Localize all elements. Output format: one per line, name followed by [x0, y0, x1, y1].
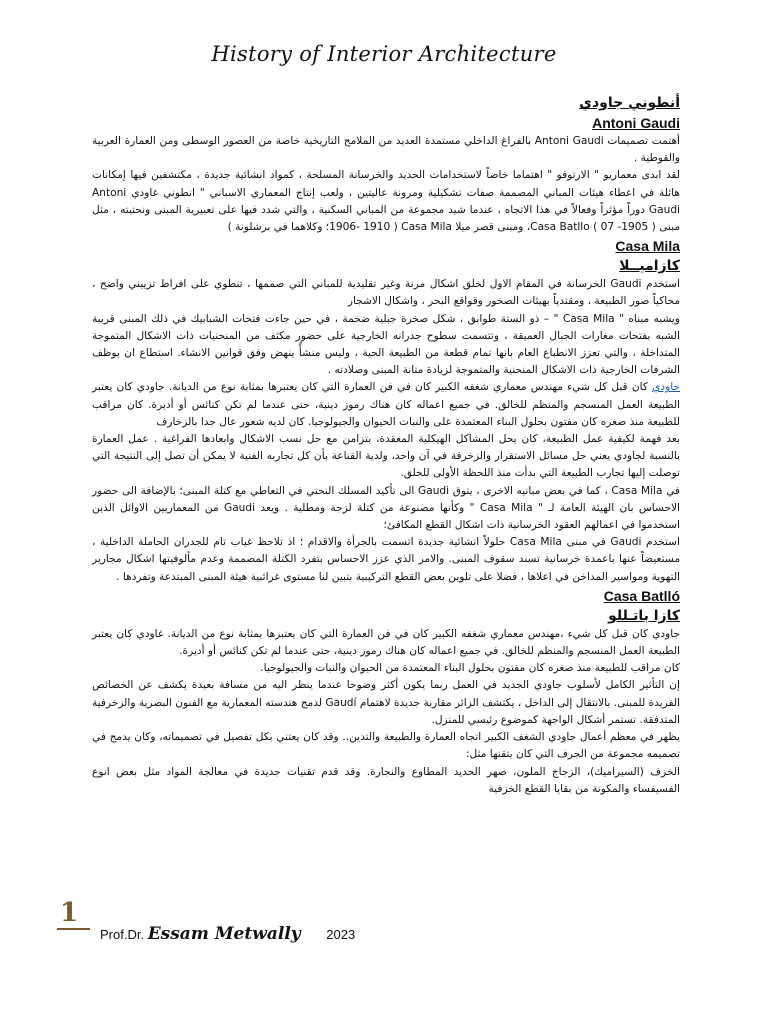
paragraph: كان مراقب للطبيعة منذ صغره كان مفتون بحلول البناء المعتمدة من الحيوان والنبات والجيولوجيا.	[260, 662, 680, 675]
heading-casa-mila-en: Casa Mila	[615, 238, 680, 255]
page-number: 1	[60, 898, 79, 928]
paragraph	[92, 379, 680, 431]
heading-casa-batllo-en: Casa Batlló	[603, 587, 680, 604]
heading-gaudi-ar: أنطوني جاودي	[579, 95, 680, 111]
paragraph: الخزف (السيراميك)، الزجاج الملون، صهر الحديد المطاوع والنجارة. وقد قدم تقنيات جديدة في معالجة المواد مثل بعض انوع الفسيفساء والمكونة من بقايا القطع الخزفية	[92, 765, 680, 795]
paragraph: استخدم Gaudi في مبنى Casa Mila حلولاً انشائية جديدة اتسمت بالجرأة والاقدام ؛ اذ تلاحظ غياب تام للجدران الحاملة الداخلية ، مستعيضاً عنها باعمدة خرسانية تسند سقوف المبنى. والامر الذي عزز الاحساس بتفرد الكتلة المصممة وعدم مألوفيتها اشكال مجارير التهوية ومواسير المداخن في اعلاها ، فضلا على تلوين بعض القطع التركيبية بتبين لنا مستوى غرائبية هيئة المبنى المبتدعة وتفردها .	[92, 536, 681, 583]
paragraph: أهتمت تصميمات Antoni Gaudi بالفراغ الداخلي مستمدة العديد من الملامح التاريخية خاصة من العصور الوسطى ومن العمارة العربية والقوطية .	[92, 135, 680, 165]
heading-casa-mila-ar: كازاميــلا	[619, 258, 680, 275]
heading-gaudi-en: Antoni Gaudi	[592, 115, 680, 131]
paragraph: ويشبه مبناه " Casa Mila " – ذو الستة طوابق ، شكل صخرة جبلية ضخمة ، في حين جاءت فتحات الشبابيك في ذلك المبنى قريبة الشبه بفتحات مغارات الجبال العميقة ، وتتسمت سطوح جدرانه الخارجية على حضور مكثف من المنحنيات ذات الاشكال المتموجة المتداخلة ، والتي تعزز الانطباع العام بانها تمام قطعة من الطبيعة الحية ، وليس منشأً ينهض وفق قوانين الانشاء. استطاع ان يوظف الشرفات الخارجية ذات الاشكال المنحنية والمتموجة لزيادة متانة المبنى وصلادته .	[92, 312, 680, 377]
gaudi-link[interactable]: جاودي	[652, 381, 680, 394]
paragraph: يظهر في معظم أعمال جاودي الشغف الكبير اتجاه العمارة والطبيعة والتدين.. وقد كان يعتني بكل تفصيل في تصميماته، وكان يدمج في تصميمه مجموعة من الجرف التي كان يتقنها مثل:	[92, 731, 680, 761]
paragraph: جاودي كان قبل كل شيء ،مهندس معماري شغفه الكبير كان في فن العمارة التي كان يعتبرها بمثابة نوع من الديانة. غاودي كان يعتبر الطبيعة العمل المنسجم والمنظم للخالق. في جميع اعماله كان هناك رموز دينية، حتى عندما لم تكن كنائس أو أديرة.	[92, 627, 680, 658]
paragraph: بعد فهمة لكيفية عمل الطبيعة، كان يحل المشاكل الهيكلية المعقدة، بتزامن مع حل نسب الاشكال وابعادها الفراغية . عمل العمارة بالنسبة لجاودي يعني حل مسائل الاستقرار والزخرفة في آن واحد، ولدية القناعة بأن كل تجاربه الفنية لا يمكن أن تصل إلى النتيجة التي توصلت إليها تجارب الطبيعة التي بدأت منذ اللحظة الأولى للخلق.	[92, 433, 680, 480]
paragraph: استخدم Gaudi الخرسانة في المقام الاول لخلق اشكال مرنة وغير تقليدية للمباني التي صممها ، تنطوي على افراط تزييني واضح ، محاكياً صور الطبيعة ، ومقتدياً بهيئات الصخور وقواقع البحر ، واشكال الاشجار	[92, 278, 680, 308]
paragraph: لقد ابدى معماريو " الارتوفو " اهتماما خاصاً لاستخدامات الحديد والخرسانة المسلحة ، كمواد انشائية جديدة ، مكتشفين فيها إمكانات هائلة في اعطاء هيئات المباني المصممة صفات تشكيلية ومرونة عاليتين ، ولعب إنتاج المعماري الاسباني " انطوني غاودي Antoni Gaudi دوراً مؤثراً وفعالاً في هذا الاتجاه ، عندما شيد مجموعة من المباني السكنية ، والتي شدد فيها على تعبيرية المبنى ونحتيته ، مثل مبنى Casa Batllo ( 07 -1905 )، ومبنى قصر ميلا Casa Mila ( 1906- 1910؛ وكلاهما في برشلونة )	[92, 169, 680, 234]
paragraph: في Casa Mila ، كما في بعض مبانيه الاخرى ، يتوق Gaudi الى تأكيد المسلك النحتي في التعاطي مع كتلة المبنى؛ بالإضافة الى حضور الاحساس بان الهيئة العامة لـ " Casa Mila " وكأنها مصنوعة من كتلة لزجة ومطلية . ويعد Gaudi من المعماريين الاوائل الذين استخدموا في اعمالهم العقود الخرسانية ذات اشكال القطع المكافئ؛	[92, 484, 681, 532]
footer-year: 2023	[326, 927, 356, 942]
footer-signature	[100, 924, 355, 944]
heading-casa-batllo-ar: كازا باتـللو	[608, 607, 680, 624]
page-title: History of Interior Architecture	[211, 42, 557, 66]
paragraph: إن التأثير الكامل لأسلوب جاودي الجديد في العمل ربما يكون أكثر وضوحا عندما ينظر اليه من مسافة بعيدة يكشف عن الخصائص الفريدة للمبنى. بالانتقال إلى الداخل ، يكتشف الزائر مقاربة جديدة لاهتمام Gaudí لدمج هندسته المعمارية مع الفنون البصرية والزخرفية المتدفقة. تستمر أشكال الواجهة كموضوع رئيسي للمنزل.	[92, 679, 680, 726]
paragraph-text: كان قبل كل شيء مهندس معماري شغفه الكبير كان في فن العمارة التي كان يعتبرها بمثابة نوع من الديانة. جاودي كان يعتبر الطبيعة العمل المنسجم والمنظم للخالق. في جميع اعماله كان هناك رموز دينية، حتى عندما لم تكن كنائس أو أديرة. كان مراقب للطبيعة منذ صغره كان مفتون بحلول البناء المعتمدة على والنبات الحيوان والجيولوجيا. كان لديه شعور عال جدا بالزخارف	[92, 381, 680, 428]
page-number-underline	[57, 928, 90, 930]
document-body	[92, 93, 680, 798]
footer-prefix: Prof.Dr.	[100, 927, 145, 942]
author-name: Essam Metwally	[147, 924, 301, 944]
